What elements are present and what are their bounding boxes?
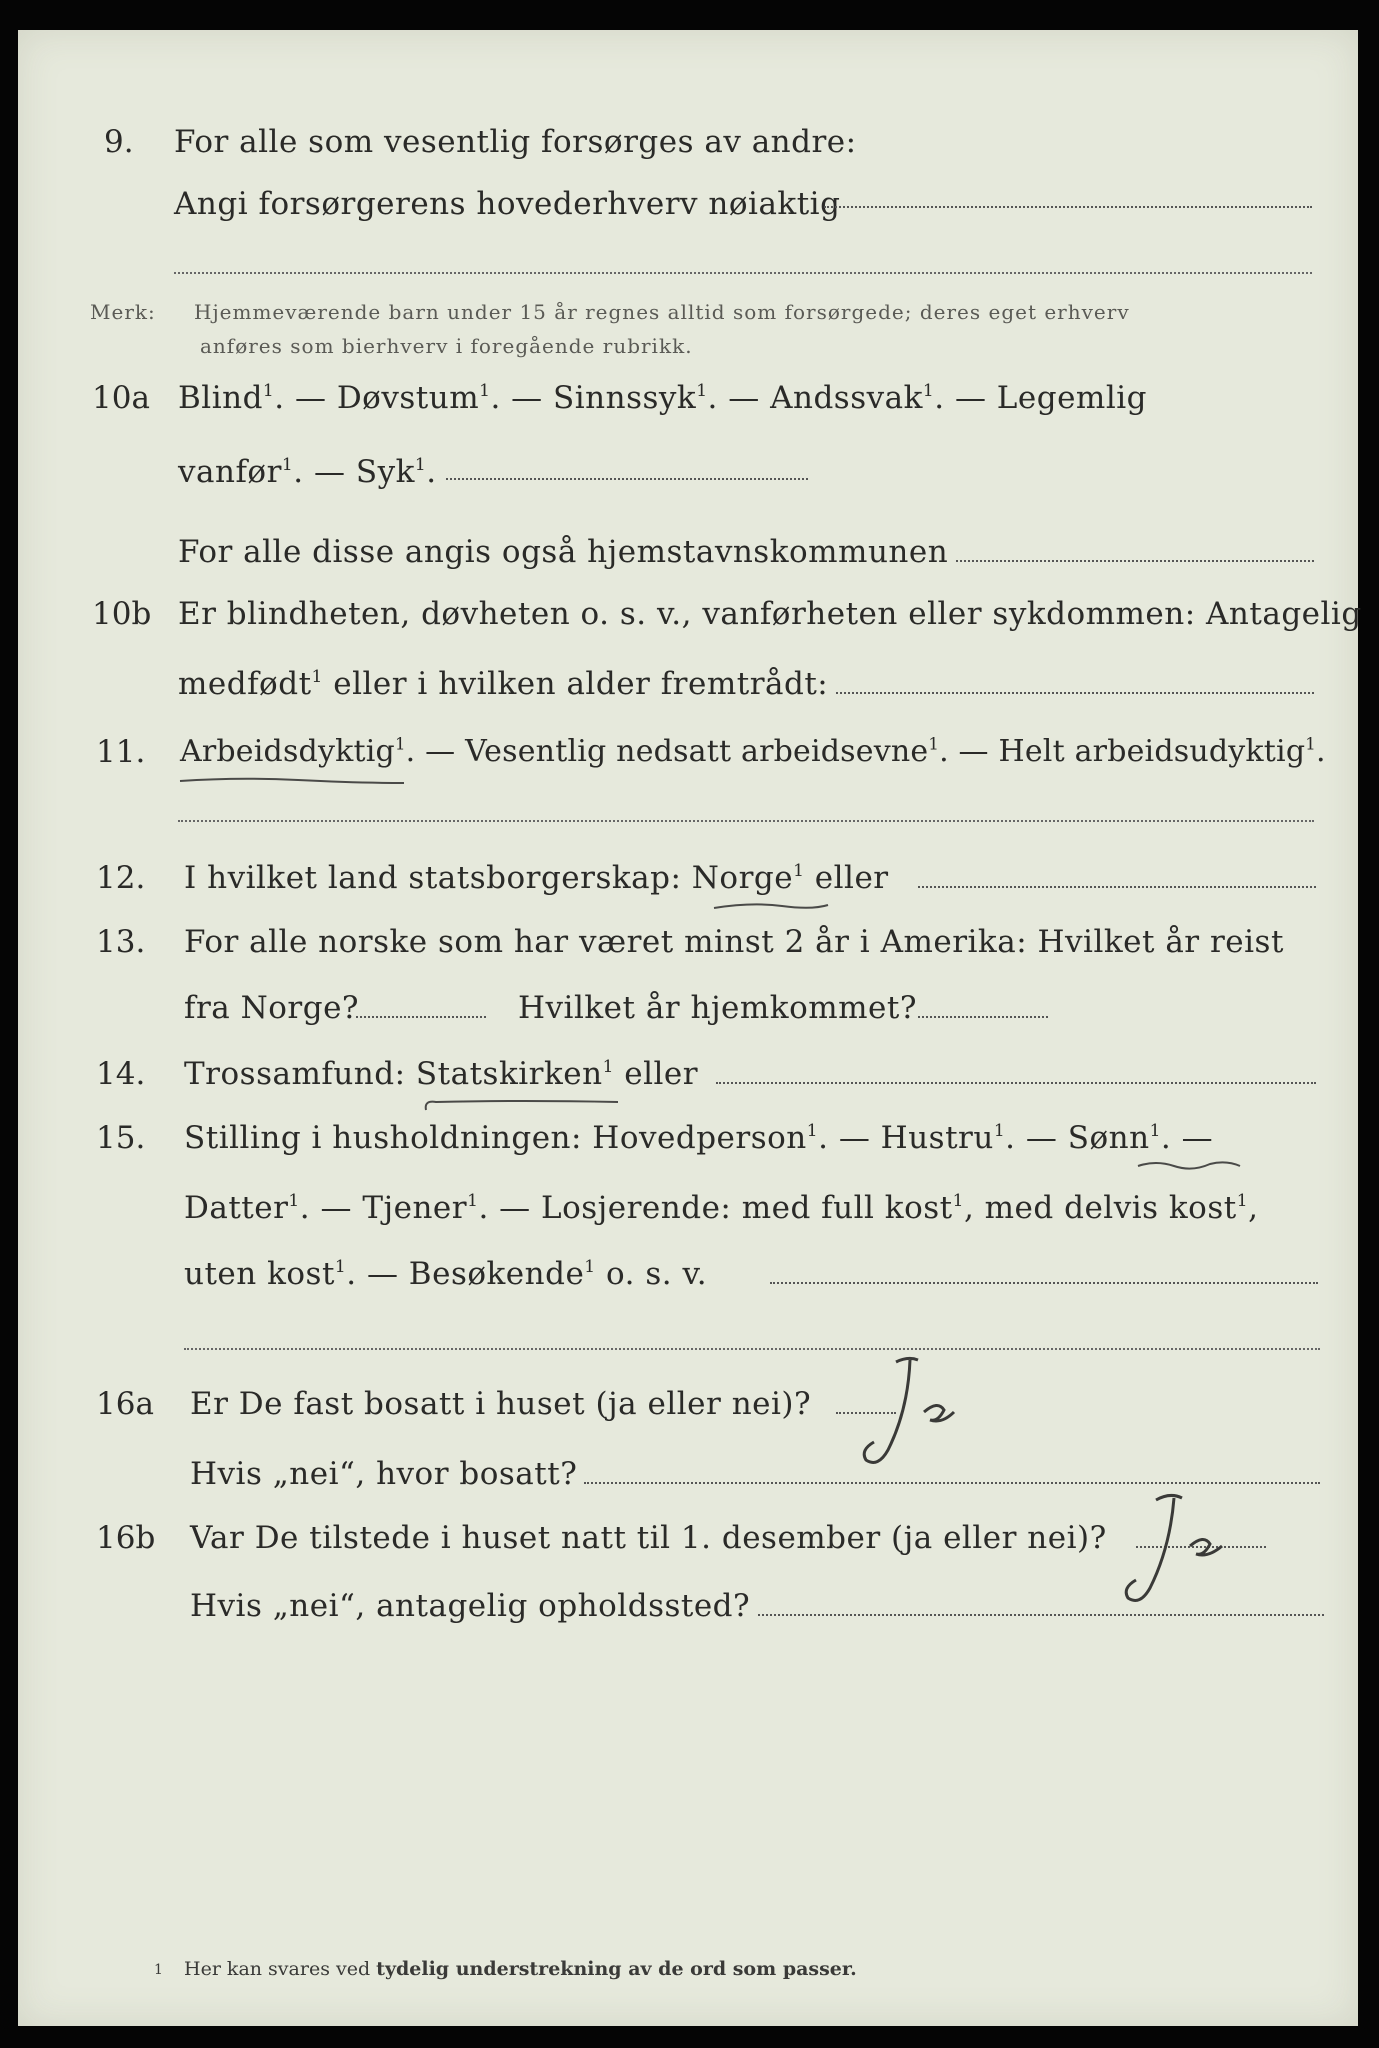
q16b-line2: Hvis „nei“, antagelig opholdssted?	[190, 1588, 751, 1624]
q10a-sick-answer-line[interactable]	[446, 478, 808, 480]
q16a-residence-line[interactable]	[584, 1482, 1320, 1484]
q9-line2: Angi forsørgerens hovederhverv nøiaktig	[174, 186, 841, 222]
q14-answer-line[interactable]	[716, 1082, 1316, 1084]
q10b-answer-line[interactable]	[836, 692, 1314, 694]
q13-line2a: fra Norge?	[184, 990, 360, 1026]
q16a-number: 16a	[96, 1386, 154, 1422]
statskirken-underline	[422, 1096, 622, 1118]
q13-year-returned-line[interactable]	[918, 1016, 1048, 1018]
q15-number: 15.	[96, 1120, 146, 1156]
q11-line1: Arbeidsdyktig$^1$. — Vesentlig nedsatt arbeidsevne$^1$. — Helt arbeidsudyktig$^1$.	[180, 734, 1326, 769]
q16a-line2: Hvis „nei“, hvor bosatt?	[190, 1456, 578, 1492]
merk-label: Merk:	[90, 300, 156, 324]
footnote-plain: Her kan svares ved	[184, 1958, 377, 1980]
q10b-number: 10b	[92, 596, 152, 632]
merk-line2: anføres som bierhverv i foregående rubrikk.	[200, 334, 693, 358]
arbeidsdyktig-underline	[178, 774, 408, 786]
q16b-answer-text: Ja	[1158, 1611, 1159, 1612]
q10a-line3: For alle disse angis også hjemstavnskommunen	[178, 534, 949, 570]
q15-line1: Stilling i husholdningen: Hovedperson$^1$. — Hustru$^1$. — Sønn$^1$. —	[184, 1120, 1214, 1156]
q12-number: 12.	[96, 860, 146, 896]
q9-answer-line-2[interactable]	[174, 272, 1312, 274]
q10a-line1: Blind$^1$. — Døvstum$^1$. — Sinnssyk$^1$. — Andssvak$^1$. — Legemlig	[178, 380, 1148, 416]
q11-answer-line[interactable]	[178, 820, 1314, 822]
q16b-line1: Var De tilstede i huset natt til 1. desember (ja eller nei)?	[190, 1520, 1107, 1556]
merk-line1: Hjemmeværende barn under 15 år regnes alltid som forsørgede; deres eget erhverv	[194, 300, 1130, 324]
q9-number: 9.	[104, 124, 134, 160]
q12-line1: I hvilket land statsborgerskap: Norge$^1$ eller	[184, 860, 889, 896]
q13-year-left-line[interactable]	[356, 1016, 486, 1018]
q10a-number: 10a	[92, 380, 150, 416]
q14-line1: Trossamfund: Statskirken$^1$ eller	[184, 1056, 699, 1092]
footnote-mark: 1	[154, 1962, 163, 1978]
q16a-handwritten-answer	[838, 1350, 988, 1480]
norge-underline	[712, 900, 832, 912]
q16a-answer-text: Ja	[898, 1475, 899, 1476]
q10b-line2: medfødt$^1$ eller i hvilken alder fremtrådt:	[178, 666, 829, 702]
q11-number: 11.	[96, 734, 146, 770]
q13-line1: For alle norske som har været minst 2 år i Amerika: Hvilket år reist	[184, 924, 1284, 960]
q15-line2: Datter$^1$. — Tjener$^1$. — Losjerende: med full kost$^1$, med delvis kost$^1$,	[184, 1190, 1259, 1226]
q10b-line1: Er blindheten, døvheten o. s. v., vanførheten eller sykdommen: Antagelig	[178, 596, 1362, 632]
q9-line1: For alle som vesentlig forsørges av andre:	[174, 124, 857, 160]
q13-line2b: Hvilket år hjemkommet?	[518, 990, 917, 1026]
census-form-page	[18, 30, 1362, 2026]
q15-line3: uten kost$^1$. — Besøkende$^1$ o. s. v.	[184, 1256, 708, 1292]
q10a-line2: vanfør$^1$. — Syk$^1$.	[178, 454, 437, 490]
q13-number: 13.	[96, 924, 146, 960]
q15-answer-line-2[interactable]	[184, 1348, 1320, 1350]
q16a-line1: Er De fast bosatt i huset (ja eller nei)?	[190, 1386, 812, 1422]
footnote-bold: tydelig understrekning av de ord som passer.	[376, 1958, 857, 1980]
q12-answer-line[interactable]	[918, 886, 1316, 888]
q14-number: 14.	[96, 1056, 146, 1092]
q9-answer-line[interactable]	[824, 206, 1312, 208]
sonn-underline	[1136, 1158, 1242, 1172]
q10a-home-municipality-line[interactable]	[956, 560, 1314, 562]
q16b-number: 16b	[96, 1520, 156, 1556]
q16b-handwritten-answer	[1098, 1486, 1268, 1616]
q15-answer-line[interactable]	[770, 1282, 1318, 1284]
footnote-text	[184, 1958, 857, 1980]
q16b-whereabouts-line[interactable]	[758, 1614, 1324, 1616]
